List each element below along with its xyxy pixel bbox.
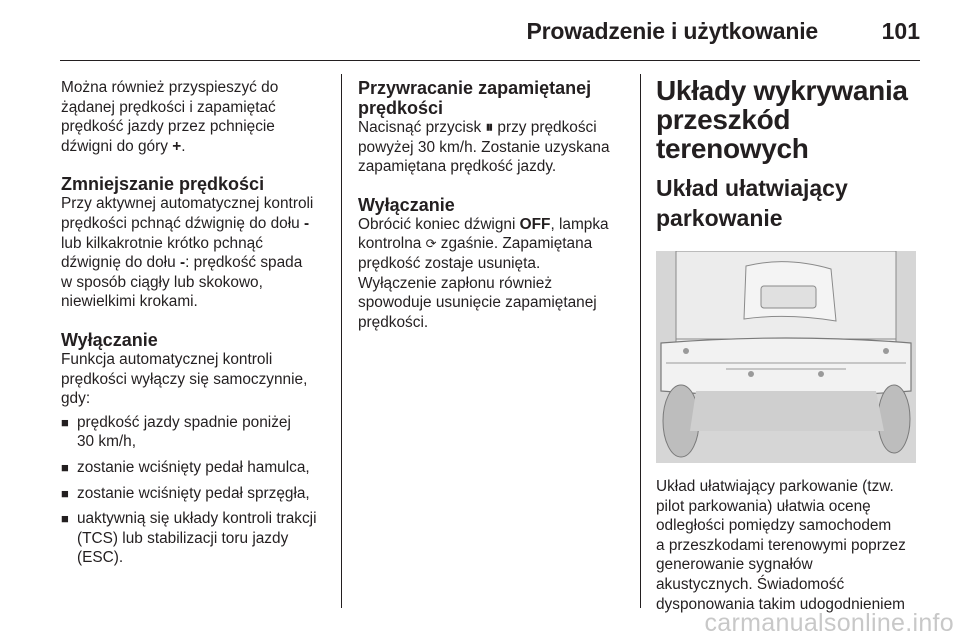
section-heading: Przywracanie zapamiętanej prędkości — [358, 78, 592, 118]
list-item: ■ prędkość jazdy spadnie poniżej 30 km/h, — [61, 413, 291, 451]
intro-paragraph: Można również przyspieszyć do żądanej prędkości i zapamiętać prędkość jazdy przez pchnięcie dźwigni do góry +. — [61, 79, 279, 155]
van-rear-bumper-image — [656, 251, 916, 463]
bullet-icon: ■ — [61, 485, 69, 501]
watermark: carmanualsonline.info — [704, 609, 954, 637]
bullet-icon: ■ — [61, 459, 69, 475]
section-paragraph: Układ ułatwiający parkowanie (tzw. pilot parkowania) ułatwia ocenę odległości pomiędzy samochodem a przeszkodami terenowymi poprzez generowanie sygnałów akustycznych. Świadomość dysponowania takim udogodnieniem — [656, 478, 906, 613]
section-paragraph: Przy aktywnej automatycznej kontroli prędkości pchnąć dźwignię do dołu - lub kilkakrotnie krótko pchnąć dźwignię do dołu -: prędkość spada w sposób ciągły lub skokowo, niewielkimi krokami. — [61, 195, 314, 311]
minus-symbol: - — [179, 254, 186, 272]
column-3 — [656, 76, 926, 614]
plus-symbol: + — [172, 137, 182, 155]
pause-icon: ⏸ — [485, 119, 494, 136]
list-item: ■ uaktywnią się układy kontroli trakcji (TCS) lub stabilizacji toru jazdy (ESC). — [61, 510, 317, 567]
bullet-icon: ■ — [61, 414, 69, 430]
section-heading: Wyłączanie — [61, 329, 158, 350]
bullet-icon: ■ — [61, 511, 69, 527]
subchapter-heading: Układ ułatwiający parkowanie — [656, 175, 848, 231]
section-paragraph: Nacisnąć przycisk ⏸ przy prędkości powyżej 30 km/h. Zostanie uzyskana zapamiętana prędkość jazdy. — [358, 119, 610, 176]
column-divider — [341, 74, 342, 608]
section-heading: Wyłączanie — [358, 194, 455, 215]
running-header: Prowadzenie i użytkowanie — [526, 18, 818, 44]
section-heading: Zmniejszanie prędkości — [61, 174, 265, 195]
minus-symbol: - — [303, 214, 310, 232]
column-divider — [640, 74, 641, 608]
column-2 — [358, 78, 630, 332]
header-rule — [60, 60, 920, 61]
page-number: 101 — [881, 18, 920, 44]
chapter-heading: Układy wykrywania przeszkód terenowych — [656, 75, 908, 164]
section-paragraph: Funkcja automatycznej kontroli prędkości wyłączy się samoczynnie, gdy: — [61, 350, 308, 408]
column-1 — [61, 78, 331, 574]
list-item: ■ zostanie wciśnięty pedał hamulca, — [61, 458, 310, 476]
cruise-control-lamp-icon: ⟳ — [425, 236, 437, 252]
parking-sensor-illustration — [656, 251, 916, 463]
section-paragraph: Obrócić koniec dźwigni OFF, lampka kontrolna ⟳ zgaśnie. Zapamiętana prędkość zostaje usunięta. Wyłączenie zapłonu również spowoduje usunięcie zapamiętanej prędkości. — [358, 215, 609, 331]
list-item: ■ zostanie wciśnięty pedał sprzęgła, — [61, 484, 310, 502]
bullet-list — [61, 413, 331, 568]
